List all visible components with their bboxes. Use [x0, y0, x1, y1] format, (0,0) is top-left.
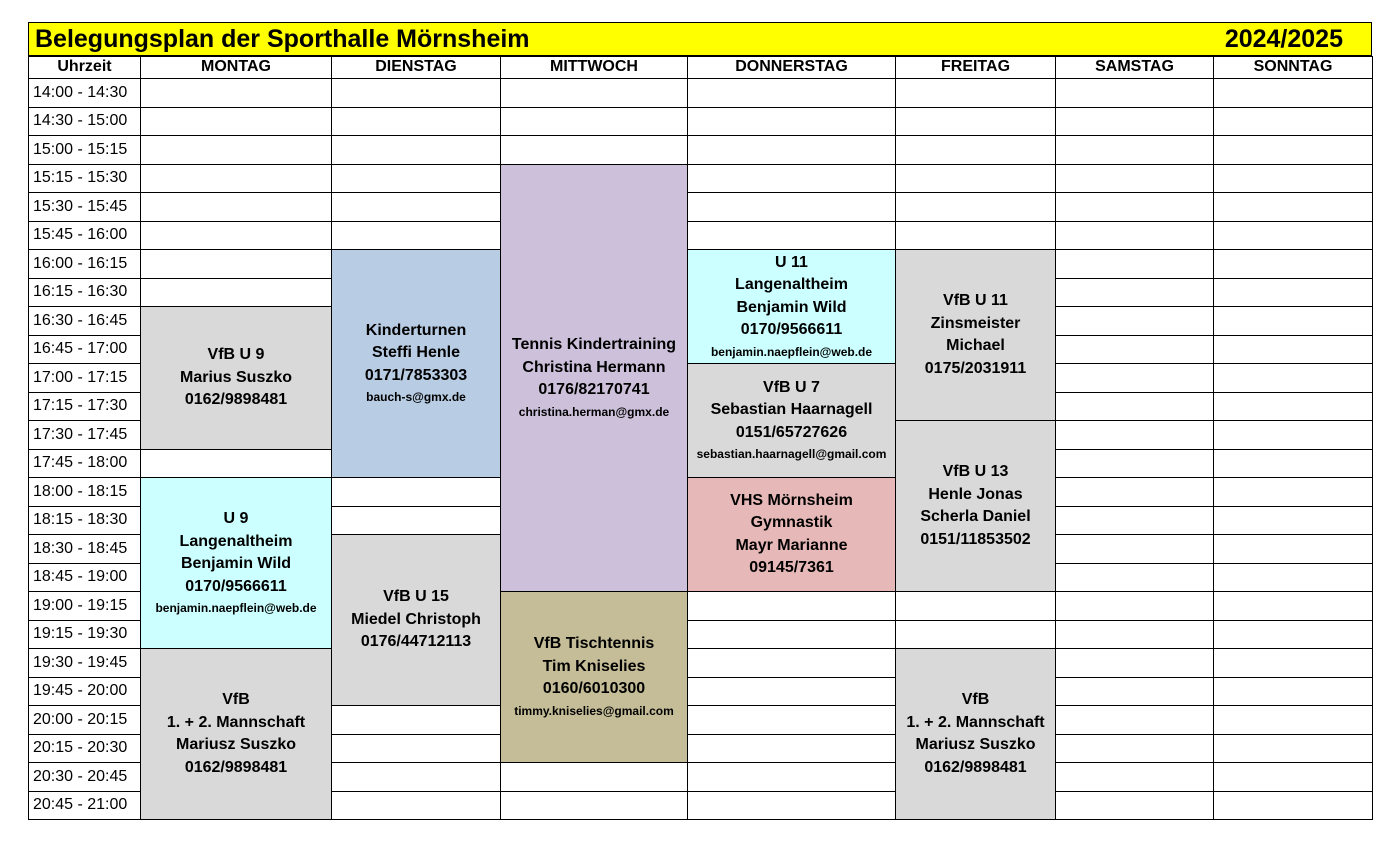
empty-slot: [1055, 164, 1214, 194]
empty-slot: [140, 164, 332, 194]
booking-email: christina.herman@gmx.de: [518, 404, 670, 419]
booking-line: Mayr Marianne: [735, 536, 848, 554]
empty-slot: [687, 791, 896, 821]
booking-line: VfB U 13: [942, 463, 1009, 480]
empty-slot: [895, 135, 1056, 165]
time-slot-label: 20:15 - 20:30: [28, 734, 141, 764]
empty-slot: [140, 135, 332, 165]
time-slot-label: 15:00 - 15:15: [28, 135, 141, 165]
booking-line: Benjamin Wild: [180, 555, 292, 572]
empty-slot: [500, 135, 688, 165]
empty-slot: [1055, 705, 1214, 735]
booking-block-wed-tischtennis: [500, 591, 688, 763]
time-slot-label: 18:45 - 19:00: [28, 563, 141, 593]
booking-line: 0170/9566611: [740, 321, 843, 338]
empty-slot: [1055, 620, 1214, 650]
booking-email: bauch-s@gmx.de: [366, 390, 466, 405]
empty-slot: [895, 620, 1056, 650]
empty-slot: [1213, 677, 1373, 707]
empty-slot: [687, 620, 896, 650]
time-slot-label: 20:00 - 20:15: [28, 705, 141, 735]
empty-slot: [1213, 563, 1373, 593]
column-header-donnerstag: DONNERSTAG: [687, 56, 896, 79]
empty-slot: [140, 278, 332, 308]
empty-slot: [1213, 164, 1373, 194]
empty-slot: [895, 164, 1056, 194]
empty-slot: [1213, 420, 1373, 450]
empty-slot: [500, 762, 688, 792]
empty-slot: [1213, 78, 1373, 108]
empty-slot: [1055, 762, 1214, 792]
booking-line: 0171/7853303: [364, 366, 468, 384]
time-slot-label: 14:00 - 14:30: [28, 78, 141, 108]
time-slot-label: 15:30 - 15:45: [28, 192, 141, 222]
booking-block-fri-vfb-mannschaft: [895, 648, 1056, 820]
booking-line: VHS Mörnsheim: [730, 491, 853, 509]
booking-line: 0151/65727626: [735, 423, 848, 441]
time-slot-label: 15:45 - 16:00: [28, 221, 141, 251]
empty-slot: [1055, 791, 1214, 821]
empty-slot: [1213, 392, 1373, 422]
booking-block-mon-vfb-u9: [140, 306, 332, 450]
empty-slot: [895, 107, 1056, 137]
empty-slot: [331, 221, 501, 251]
empty-slot: [331, 192, 501, 222]
empty-slot: [331, 164, 501, 194]
empty-slot: [687, 164, 896, 194]
empty-slot: [895, 221, 1056, 251]
empty-slot: [331, 477, 501, 507]
empty-slot: [1055, 78, 1214, 108]
booking-line: Tennis Kindertraining: [511, 336, 677, 353]
empty-slot: [500, 107, 688, 137]
column-header-samstag: SAMSTAG: [1055, 56, 1214, 79]
booking-line: VfB: [222, 691, 250, 708]
empty-slot: [1055, 392, 1214, 422]
time-slot-label: 16:00 - 16:15: [28, 249, 141, 279]
empty-slot: [331, 734, 501, 764]
booking-block-mon-u9: [140, 477, 332, 649]
booking-line: VfB: [961, 691, 990, 708]
time-slot-label: 18:30 - 18:45: [28, 534, 141, 564]
booking-line: 0176/44712113: [360, 633, 472, 651]
empty-slot: [687, 705, 896, 735]
empty-slot: [895, 78, 1056, 108]
booking-line: Steffi Henle: [371, 344, 460, 362]
booking-block-mon-vfb-mannschaft: [140, 648, 332, 820]
booking-email: benjamin.naepflein@web.de: [710, 344, 873, 359]
empty-slot: [1213, 335, 1373, 365]
booking-line: Mariusz Suszko: [175, 736, 297, 753]
booking-block-tue-kinderturnen: [331, 249, 501, 478]
booking-line: 0176/82170741: [538, 381, 650, 398]
empty-slot: [1213, 107, 1373, 137]
time-slot-label: 19:30 - 19:45: [28, 648, 141, 678]
time-slot-label: 18:15 - 18:30: [28, 506, 141, 536]
time-slot-label: 17:30 - 17:45: [28, 420, 141, 450]
empty-slot: [140, 192, 332, 222]
empty-slot: [1213, 221, 1373, 251]
column-header-mittwoch: MITTWOCH: [500, 56, 688, 79]
empty-slot: [140, 249, 332, 279]
booking-line: U 9: [223, 510, 249, 527]
booking-block-fri-vfb-u13: [895, 420, 1056, 592]
empty-slot: [1055, 420, 1214, 450]
empty-slot: [687, 591, 896, 621]
schedule-grid: [28, 56, 1372, 832]
column-header-uhrzeit: Uhrzeit: [28, 56, 141, 79]
empty-slot: [1213, 762, 1373, 792]
empty-slot: [1213, 734, 1373, 764]
time-slot-label: 17:15 - 17:30: [28, 392, 141, 422]
empty-slot: [1213, 449, 1373, 479]
empty-slot: [1055, 278, 1214, 308]
empty-slot: [140, 221, 332, 251]
booking-block-wed-tennis: [500, 164, 688, 593]
empty-slot: [1055, 734, 1214, 764]
time-slot-label: 19:00 - 19:15: [28, 591, 141, 621]
time-slot-label: 18:00 - 18:15: [28, 477, 141, 507]
time-slot-label: 16:45 - 17:00: [28, 335, 141, 365]
time-slot-label: 15:15 - 15:30: [28, 164, 141, 194]
empty-slot: [500, 791, 688, 821]
season-label: 2024/2025: [1224, 25, 1343, 53]
booking-line: VfB U 7: [763, 378, 820, 396]
empty-slot: [1055, 192, 1214, 222]
empty-slot: [895, 192, 1056, 222]
empty-slot: [1213, 477, 1373, 507]
time-slot-label: 16:30 - 16:45: [28, 306, 141, 336]
empty-slot: [1055, 534, 1214, 564]
booking-line: U 11: [775, 253, 808, 271]
booking-line: Christina Hermann: [522, 358, 666, 376]
booking-line: 0162/9898481: [924, 758, 1027, 776]
booking-line: VfB U 11: [943, 292, 1008, 309]
time-slot-label: 17:00 - 17:15: [28, 363, 141, 393]
booking-line: Scherla Daniel: [920, 508, 1031, 525]
booking-line: 09145/7361: [749, 559, 834, 576]
booking-line: Mariusz Suszko: [915, 736, 1036, 753]
empty-slot: [1213, 648, 1373, 678]
empty-slot: [687, 734, 896, 764]
booking-line: 0175/2031911: [924, 359, 1027, 377]
empty-slot: [1055, 107, 1214, 137]
time-slot-label: 20:30 - 20:45: [28, 762, 141, 792]
empty-slot: [331, 506, 501, 536]
booking-block-thu-vfb-u7: [687, 363, 896, 478]
empty-slot: [1213, 363, 1373, 393]
empty-slot: [1055, 648, 1214, 678]
time-slot-label: 14:30 - 15:00: [28, 107, 141, 137]
empty-slot: [1213, 791, 1373, 821]
empty-slot: [687, 648, 896, 678]
empty-slot: [1055, 306, 1214, 336]
empty-slot: [331, 107, 501, 137]
column-header-montag: MONTAG: [140, 56, 332, 79]
empty-slot: [1213, 506, 1373, 536]
empty-slot: [500, 78, 688, 108]
empty-slot: [1055, 363, 1214, 393]
booking-line: Michael: [946, 337, 1005, 354]
booking-line: VfB U 9: [207, 346, 265, 363]
page-title: Belegungsplan der Sporthalle Mörnsheim: [35, 25, 530, 53]
time-slot-label: 16:15 - 16:30: [28, 278, 141, 308]
empty-slot: [140, 78, 332, 108]
booking-line: Langenaltheim: [179, 532, 293, 550]
booking-line: 0160/6010300: [542, 680, 646, 698]
empty-slot: [687, 677, 896, 707]
booking-line: Miedel Christoph: [351, 610, 481, 628]
empty-slot: [331, 78, 501, 108]
booking-line: VfB U 15: [383, 588, 449, 606]
empty-slot: [1055, 477, 1214, 507]
empty-slot: [687, 762, 896, 792]
booking-line: 0162/9898481: [184, 758, 288, 776]
booking-line: VfB Tischtennis: [533, 635, 655, 653]
empty-slot: [1213, 135, 1373, 165]
booking-line: Langenaltheim: [735, 276, 848, 293]
empty-slot: [895, 591, 1056, 621]
time-slot-label: 19:15 - 19:30: [28, 620, 141, 650]
schedule-sheet: [28, 22, 1372, 832]
empty-slot: [1055, 677, 1214, 707]
empty-slot: [1055, 563, 1214, 593]
booking-line: Zinsmeister: [930, 314, 1021, 332]
booking-block-fri-vfb-u11: [895, 249, 1056, 421]
booking-line: 1. + 2. Mannschaft: [906, 713, 1045, 731]
empty-slot: [1213, 306, 1373, 336]
booking-block-tue-vfb-u15: [331, 534, 501, 706]
column-header-freitag: FREITAG: [895, 56, 1056, 79]
empty-slot: [1213, 705, 1373, 735]
empty-slot: [687, 78, 896, 108]
booking-line: Marius Suszko: [179, 368, 293, 386]
booking-line: 0162/9898481: [184, 391, 288, 408]
empty-slot: [1213, 534, 1373, 564]
time-slot-label: 20:45 - 21:00: [28, 791, 141, 821]
empty-slot: [687, 192, 896, 222]
booking-line: 1. + 2. Mannschaft: [166, 713, 306, 731]
column-header-sonntag: SONNTAG: [1213, 56, 1373, 79]
booking-block-thu-u11: [687, 249, 896, 364]
empty-slot: [1213, 192, 1373, 222]
empty-slot: [1213, 278, 1373, 308]
empty-slot: [140, 449, 332, 479]
empty-slot: [140, 107, 332, 137]
empty-slot: [1055, 221, 1214, 251]
empty-slot: [331, 135, 501, 165]
booking-line: Henle Jonas: [928, 485, 1023, 503]
booking-line: 0151/11853502: [920, 530, 1031, 548]
empty-slot: [331, 791, 501, 821]
booking-email: benjamin.naepflein@web.de: [155, 601, 317, 615]
time-slot-label: 17:45 - 18:00: [28, 449, 141, 479]
empty-slot: [331, 705, 501, 735]
empty-slot: [1213, 591, 1373, 621]
empty-slot: [687, 107, 896, 137]
booking-line: Kinderturnen: [365, 321, 467, 339]
booking-line: Sebastian Haarnagell: [710, 401, 873, 419]
title-bar: [28, 22, 1372, 56]
booking-line: Benjamin Wild: [736, 298, 847, 316]
empty-slot: [687, 135, 896, 165]
booking-line: Gymnastik: [750, 514, 833, 531]
time-slot-label: 19:45 - 20:00: [28, 677, 141, 707]
empty-slot: [687, 221, 896, 251]
column-header-dienstag: DIENSTAG: [331, 56, 501, 79]
booking-email: sebastian.haarnagell@gmail.com: [696, 447, 887, 462]
empty-slot: [1213, 620, 1373, 650]
empty-slot: [1055, 449, 1214, 479]
booking-line: 0170/9566611: [185, 577, 287, 595]
empty-slot: [1055, 506, 1214, 536]
empty-slot: [331, 762, 501, 792]
empty-slot: [1055, 135, 1214, 165]
empty-slot: [1213, 249, 1373, 279]
booking-line: Tim Kniselies: [542, 657, 646, 675]
booking-block-thu-vhs: [687, 477, 896, 592]
empty-slot: [1055, 335, 1214, 365]
booking-email: timmy.kniselies@gmail.com: [514, 703, 674, 718]
empty-slot: [1055, 591, 1214, 621]
empty-slot: [1055, 249, 1214, 279]
